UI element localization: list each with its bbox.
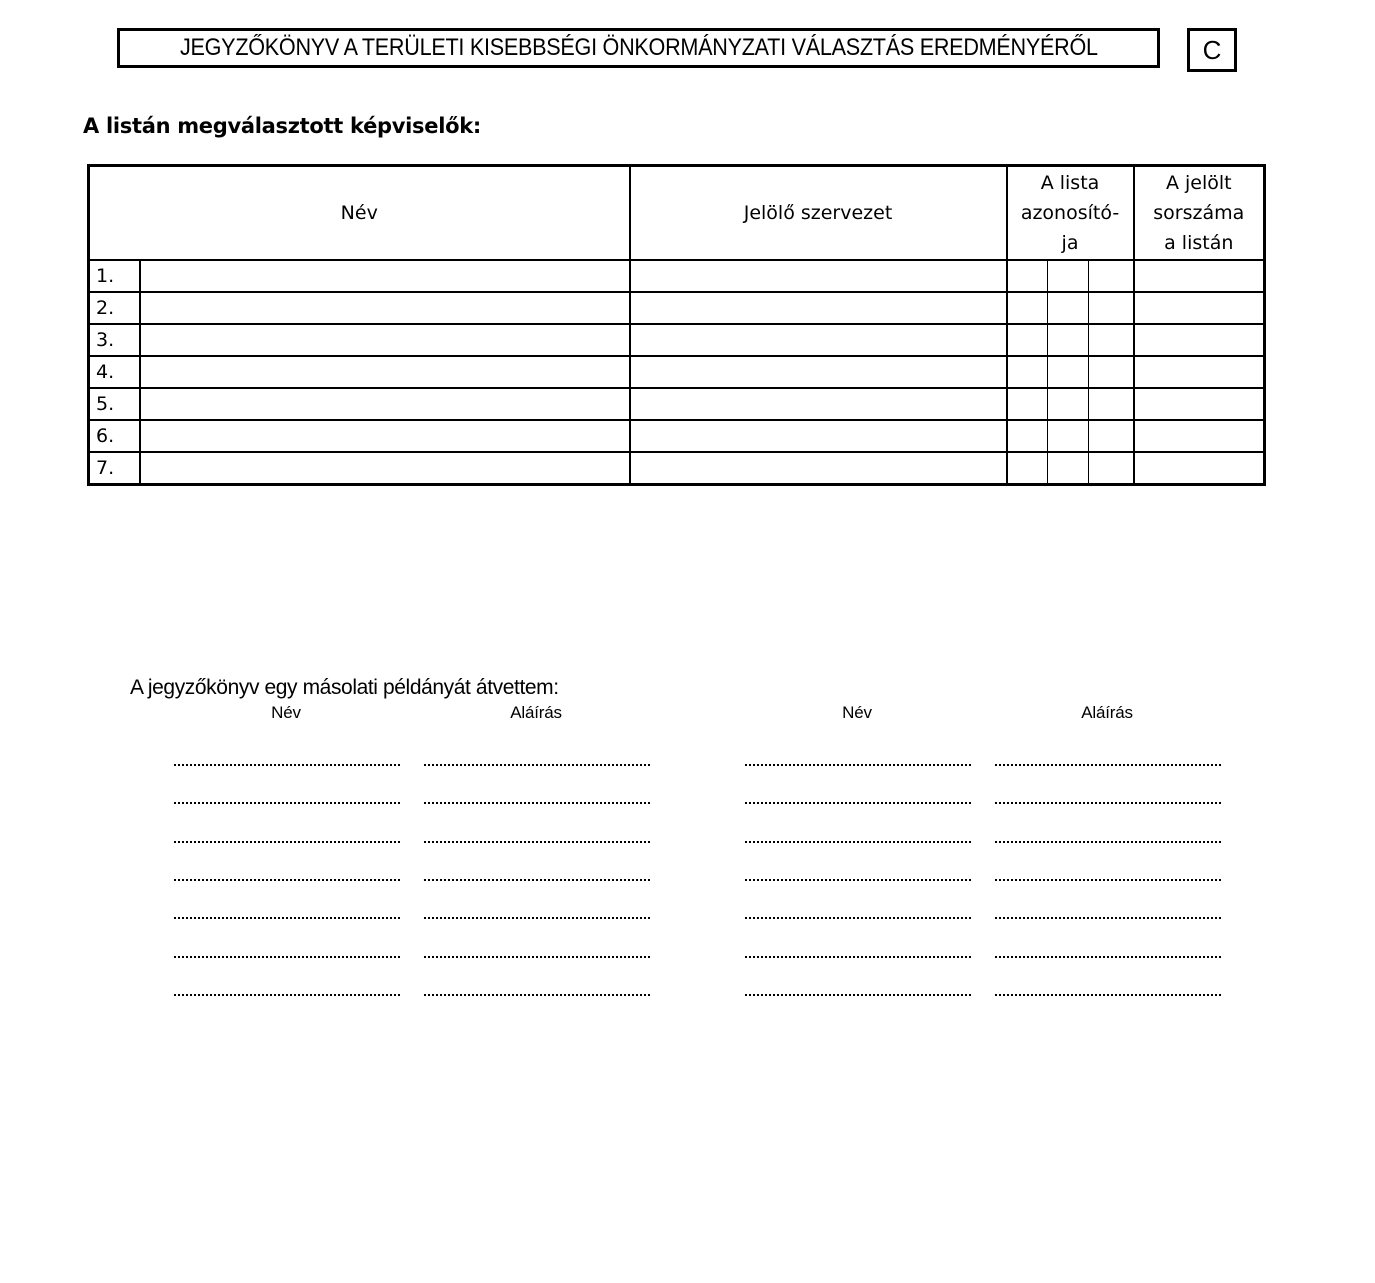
header-list-id: A lista azonosító- ja bbox=[1007, 166, 1134, 261]
left-signature-line[interactable] bbox=[424, 956, 650, 958]
list-id-digit-cell[interactable] bbox=[1048, 420, 1089, 452]
left-signature-line[interactable] bbox=[424, 802, 650, 804]
left-signature-line[interactable] bbox=[424, 841, 650, 843]
row-number: 3. bbox=[89, 324, 140, 356]
name-cell[interactable] bbox=[140, 324, 630, 356]
left-name-line[interactable] bbox=[174, 956, 400, 958]
right-signature-label: Aláírás bbox=[1081, 703, 1133, 722]
row-number: 5. bbox=[89, 388, 140, 420]
candidate-number-cell[interactable] bbox=[1134, 420, 1265, 452]
list-id-digit-cell[interactable] bbox=[1089, 260, 1134, 292]
list-id-digit-cell[interactable] bbox=[1048, 292, 1089, 324]
table-row bbox=[89, 388, 1265, 420]
name-cell[interactable] bbox=[140, 292, 630, 324]
list-id-digit-cell[interactable] bbox=[1007, 420, 1048, 452]
name-cell[interactable] bbox=[140, 356, 630, 388]
list-id-digit-cell[interactable] bbox=[1089, 324, 1134, 356]
list-id-digit-cell[interactable] bbox=[1007, 452, 1048, 485]
header-nominating-org: Jelölő szervezet bbox=[630, 166, 1007, 261]
row-number: 4. bbox=[89, 356, 140, 388]
nominating-org-cell[interactable] bbox=[630, 452, 1007, 485]
candidate-number-cell[interactable] bbox=[1134, 452, 1265, 485]
list-id-digit-cell[interactable] bbox=[1089, 452, 1134, 485]
candidate-number-cell[interactable] bbox=[1134, 292, 1265, 324]
list-id-digit-cell[interactable] bbox=[1089, 356, 1134, 388]
row-number: 1. bbox=[89, 260, 140, 292]
name-cell[interactable] bbox=[140, 388, 630, 420]
document-title bbox=[117, 28, 1160, 68]
list-id-digit-cell[interactable] bbox=[1089, 388, 1134, 420]
left-signature-line[interactable] bbox=[424, 879, 650, 881]
left-name-label: Név bbox=[271, 703, 301, 722]
right-name-line[interactable] bbox=[745, 994, 971, 996]
name-cell[interactable] bbox=[140, 452, 630, 485]
nominating-org-cell[interactable] bbox=[630, 292, 1007, 324]
left-name-line[interactable] bbox=[174, 879, 400, 881]
left-name-line[interactable] bbox=[174, 994, 400, 996]
right-signature-line[interactable] bbox=[995, 764, 1221, 766]
nominating-org-cell[interactable] bbox=[630, 356, 1007, 388]
copy-received-heading: A jegyzőkönyv egy másolati példányát átvettem: bbox=[130, 676, 559, 699]
row-number: 2. bbox=[89, 292, 140, 324]
list-id-digit-cell[interactable] bbox=[1048, 356, 1089, 388]
list-id-digit-cell[interactable] bbox=[1048, 324, 1089, 356]
left-name-line[interactable] bbox=[174, 802, 400, 804]
nominating-org-cell[interactable] bbox=[630, 260, 1007, 292]
left-name-line[interactable] bbox=[174, 841, 400, 843]
name-cell[interactable] bbox=[140, 260, 630, 292]
candidate-number-cell[interactable] bbox=[1134, 356, 1265, 388]
table-row bbox=[89, 356, 1265, 388]
list-id-digit-cell[interactable] bbox=[1007, 388, 1048, 420]
list-id-digit-cell[interactable] bbox=[1089, 292, 1134, 324]
candidate-number-cell[interactable] bbox=[1134, 388, 1265, 420]
table-row bbox=[89, 260, 1265, 292]
left-name-line[interactable] bbox=[174, 764, 400, 766]
right-signature-line[interactable] bbox=[995, 994, 1221, 996]
nominating-org-cell[interactable] bbox=[630, 388, 1007, 420]
section-title: A listán megválasztott képviselők: bbox=[83, 114, 481, 138]
table-row bbox=[89, 420, 1265, 452]
left-signature-line[interactable] bbox=[424, 994, 650, 996]
nominating-org-cell[interactable] bbox=[630, 324, 1007, 356]
right-signature-line[interactable] bbox=[995, 956, 1221, 958]
right-name-label: Név bbox=[842, 703, 872, 722]
representatives-table bbox=[87, 164, 1266, 486]
candidate-number-cell[interactable] bbox=[1134, 324, 1265, 356]
row-number: 6. bbox=[89, 420, 140, 452]
nominating-org-cell[interactable] bbox=[630, 420, 1007, 452]
right-name-line[interactable] bbox=[745, 802, 971, 804]
left-signature-line[interactable] bbox=[424, 917, 650, 919]
list-id-digit-cell[interactable] bbox=[1048, 388, 1089, 420]
form-code-box: C bbox=[1187, 28, 1237, 72]
right-name-line[interactable] bbox=[745, 917, 971, 919]
left-signature-label: Aláírás bbox=[510, 703, 562, 722]
left-name-line[interactable] bbox=[174, 917, 400, 919]
table-header-row bbox=[89, 166, 1265, 261]
header-candidate-number: A jelölt sorszáma a listán bbox=[1134, 166, 1265, 261]
list-id-digit-cell[interactable] bbox=[1007, 356, 1048, 388]
table-row bbox=[89, 324, 1265, 356]
name-cell[interactable] bbox=[140, 420, 630, 452]
table-row bbox=[89, 292, 1265, 324]
list-id-digit-cell[interactable] bbox=[1007, 292, 1048, 324]
right-signature-line[interactable] bbox=[995, 841, 1221, 843]
left-signature-line[interactable] bbox=[424, 764, 650, 766]
right-signature-line[interactable] bbox=[995, 802, 1221, 804]
list-id-digit-cell[interactable] bbox=[1048, 452, 1089, 485]
candidate-number-cell[interactable] bbox=[1134, 260, 1265, 292]
list-id-digit-cell[interactable] bbox=[1007, 260, 1048, 292]
right-name-line[interactable] bbox=[745, 956, 971, 958]
list-id-digit-cell[interactable] bbox=[1048, 260, 1089, 292]
document-title-text: JEGYZŐKÖNYV A TERÜLETI KISEBBSÉGI ÖNKORMÁNYZATI VÁLASZTÁS EREDMÉNYÉRŐL bbox=[179, 34, 1098, 61]
right-name-line[interactable] bbox=[745, 764, 971, 766]
right-name-line[interactable] bbox=[745, 841, 971, 843]
right-signature-line[interactable] bbox=[995, 879, 1221, 881]
header-name: Név bbox=[89, 166, 630, 261]
right-name-line[interactable] bbox=[745, 879, 971, 881]
row-number: 7. bbox=[89, 452, 140, 485]
list-id-digit-cell[interactable] bbox=[1089, 420, 1134, 452]
table-row bbox=[89, 452, 1265, 485]
right-signature-line[interactable] bbox=[995, 917, 1221, 919]
list-id-digit-cell[interactable] bbox=[1007, 324, 1048, 356]
